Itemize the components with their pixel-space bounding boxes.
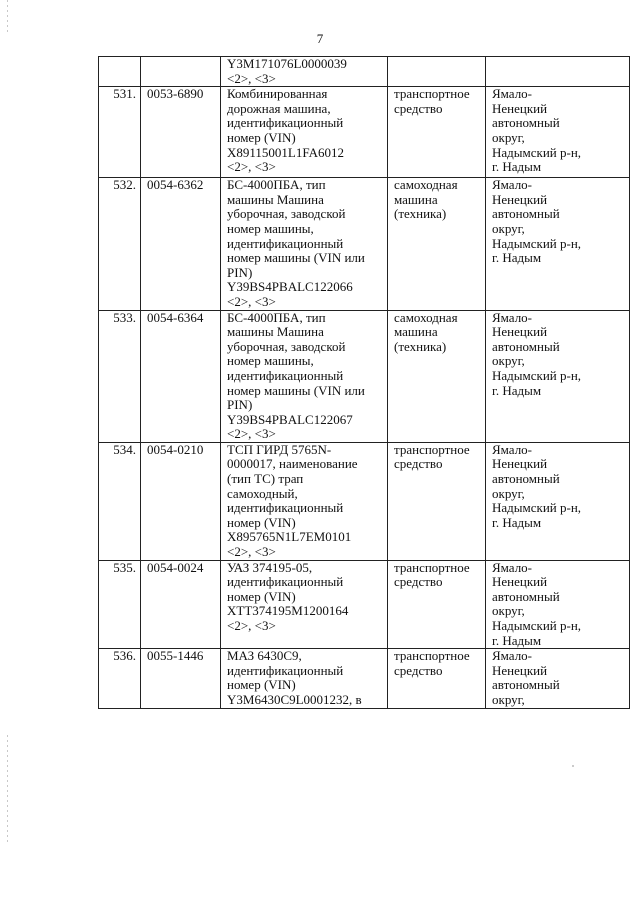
item-location: Ямало- Ненецкий автономный округ, Надымский р-н, г. Надым <box>486 560 630 649</box>
item-type: транспортное средство <box>388 87 486 178</box>
item-location: Ямало- Ненецкий автономный округ, <box>486 649 630 709</box>
item-description: ТСП ГИРД 5765N- 0000017, наименование (тип ТС) трап самоходный, идентификационный номер (VIN) X895765N1L7EM0101 <2>, <3> <box>221 442 388 560</box>
inventory-code: 0054-6364 <box>141 310 221 442</box>
row-number: 531. <box>99 87 141 178</box>
page-number: 7 <box>316 31 324 46</box>
table-row <box>99 57 630 87</box>
row-number: 532. <box>99 178 141 310</box>
row-number: 533. <box>99 310 141 442</box>
vehicle-registry-table <box>98 56 630 709</box>
item-location: Ямало- Ненецкий автономный округ, Надымский р-н, г. Надым <box>486 178 630 310</box>
inventory-code: 0054-6362 <box>141 178 221 310</box>
row-number: 534. <box>99 442 141 560</box>
item-description: Комбинированная дорожная машина, идентификационный номер (VIN) X89115001L1FA6012 <2>, <3> <box>221 87 388 178</box>
item-description: БС-4000ПБА, тип машины Машина уборочная, заводской номер машины, идентификационный номер машины (VIN или PIN) Y39BS4PBALC122066 <2>, <3> <box>221 178 388 310</box>
row-number: 536. <box>99 649 141 709</box>
row-number <box>99 57 141 87</box>
item-type <box>388 57 486 87</box>
table-row <box>99 310 630 442</box>
item-type: транспортное средство <box>388 649 486 709</box>
item-location: Ямало- Ненецкий автономный округ, Надымский р-н, г. Надым <box>486 310 630 442</box>
table-row <box>99 178 630 310</box>
left-edge-scan-mark-lower <box>7 735 8 845</box>
item-type: транспортное средство <box>388 560 486 649</box>
inventory-code: 0054-0024 <box>141 560 221 649</box>
item-location: Ямало- Ненецкий автономный округ, Надымский р-н, г. Надым <box>486 442 630 560</box>
item-location <box>486 57 630 87</box>
scan-speck <box>572 765 574 767</box>
left-edge-scan-mark <box>7 0 8 34</box>
inventory-code <box>141 57 221 87</box>
table-row <box>99 87 630 178</box>
table-row <box>99 560 630 649</box>
inventory-code: 0054-0210 <box>141 442 221 560</box>
table-row <box>99 442 630 560</box>
item-type: транспортное средство <box>388 442 486 560</box>
item-description: УАЗ 374195-05, идентификационный номер (VIN) XTT374195M1200164 <2>, <3> <box>221 560 388 649</box>
item-location: Ямало- Ненецкий автономный округ, Надымский р-н, г. Надым <box>486 87 630 178</box>
inventory-code: 0055-1446 <box>141 649 221 709</box>
item-description: БС-4000ПБА, тип машины Машина уборочная, заводской номер машины, идентификационный номер машины (VIN или PIN) Y39BS4PBALC122067 <2>, <3> <box>221 310 388 442</box>
item-description: Y3M171076L0000039 <2>, <3> <box>221 57 388 87</box>
item-type: самоходная машина (техника) <box>388 178 486 310</box>
row-number: 535. <box>99 560 141 649</box>
inventory-code: 0053-6890 <box>141 87 221 178</box>
item-type: самоходная машина (техника) <box>388 310 486 442</box>
table-row <box>99 649 630 709</box>
item-description: МАЗ 6430С9, идентификационный номер (VIN) Y3M6430C9L0001232, в <box>221 649 388 709</box>
